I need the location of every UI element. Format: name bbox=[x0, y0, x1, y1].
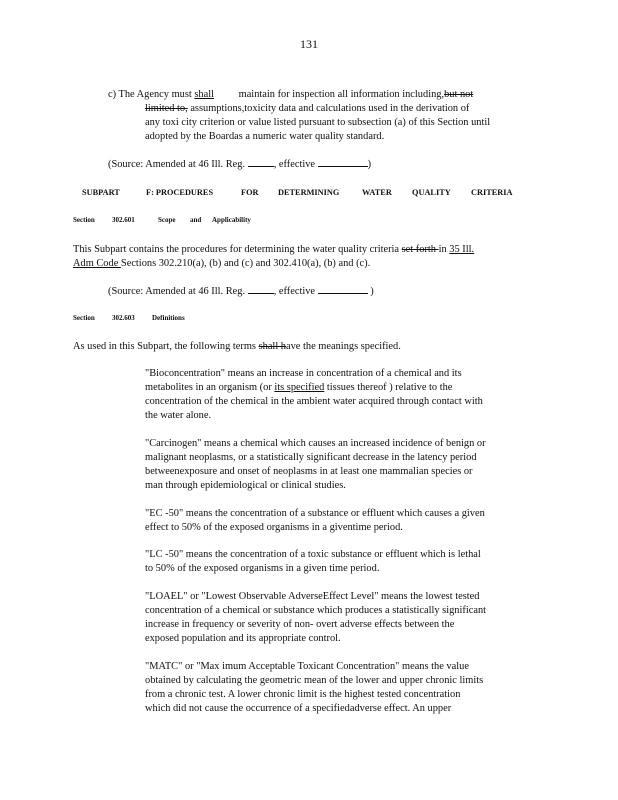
para-c-line-3: any toxi city criterion or value listed pursuant to subsection (a) of this Section until bbox=[145, 117, 491, 128]
struck-text: but not bbox=[444, 89, 474, 100]
para-c-line-4: adopted by the Boardas a numeric water quality standard. bbox=[145, 131, 385, 142]
def-loael-line: increase in frequency or severity of non- overt adverse effects between the bbox=[145, 619, 455, 630]
def-matc-line: obtained by calculating the geometric mean of the lower and upper chronic limits bbox=[145, 675, 484, 686]
struck-text: limited to, bbox=[145, 103, 188, 114]
struck-text: shall h bbox=[258, 341, 286, 352]
definitions-intro: As used in this Subpart, the following terms shall have the meanings specified. bbox=[73, 341, 401, 352]
def-ec50-line: effect to 50% of the exposed organisms in a giventime period. bbox=[145, 522, 403, 533]
section-heading-word: Definitions bbox=[152, 314, 185, 322]
def-matc-line: "MATC" or "Max imum Acceptable Toxicant Concentration" means the value bbox=[145, 661, 469, 672]
inserted-text: 35 Ill. bbox=[449, 244, 475, 255]
subpart-heading-word: DETERMINING bbox=[278, 188, 340, 197]
section-heading-word: Applicability bbox=[212, 216, 251, 224]
para-c-line-2: limited to, assumptions,toxicity data and calculations used in the derivation of bbox=[145, 103, 470, 114]
subpart-heading-word: CRITERIA bbox=[471, 188, 513, 197]
section-heading-word: Section bbox=[73, 314, 95, 322]
struck-text: set forth bbox=[401, 244, 439, 255]
def-loael-line: "LOAEL" or "Lowest Observable AdverseEffect Level" means the lowest tested bbox=[145, 591, 480, 602]
subpart-heading-word: SUBPART bbox=[82, 188, 120, 197]
def-ec50-line: "EC -50" means the concentration of a substance or effluent which causes a given bbox=[145, 508, 485, 519]
source-note-1: (Source: Amended at 46 Ill. Reg. , effective ) bbox=[108, 159, 372, 170]
def-carcinogen-line: man through epidemiological or clinical studies. bbox=[145, 480, 346, 491]
blank-line bbox=[248, 157, 274, 167]
def-bioconcentration-line: the water alone. bbox=[145, 410, 212, 421]
def-bioconcentration-line: concentration of the chemical in the ambient water acquired through contact with bbox=[145, 396, 483, 407]
def-matc-line: which did not cause the occurrence of a specifiedadverse effect. An upper bbox=[145, 703, 452, 714]
def-carcinogen-line: malignant neoplasms, or a statistically significant decrease in the latency period bbox=[145, 452, 477, 463]
blank-line bbox=[248, 284, 274, 294]
section-number: 302.601 bbox=[112, 216, 135, 224]
section-heading-word: and bbox=[190, 216, 202, 224]
def-carcinogen-line: "Carcinogen" means a chemical which causes an increased incidence of benign or bbox=[145, 438, 486, 449]
para-c-line-1: c) The Agency must shall maintain for inspection all information including,but not bbox=[108, 89, 474, 100]
def-bioconcentration-line: metabolites in an organism (or its specified tissues thereof ) relative to the bbox=[145, 382, 453, 393]
subpart-heading-word: QUALITY bbox=[412, 188, 451, 197]
source-note-2: (Source: Amended at 46 Ill. Reg. , effective ) bbox=[108, 286, 374, 297]
section-heading-word: Scope bbox=[158, 216, 176, 224]
inserted-text: its specified bbox=[274, 382, 325, 393]
def-lc50-line: "LC -50" means the concentration of a toxic substance or effluent which is lethal bbox=[145, 549, 481, 560]
def-loael-line: concentration of a chemical or substance which produces a statistically significant bbox=[145, 605, 487, 616]
def-matc-line: from a chronic test. A lower chronic limit is the highest tested concentration bbox=[145, 689, 461, 700]
section-number: 302.603 bbox=[112, 314, 135, 322]
inserted-text: Adm Code bbox=[73, 258, 121, 269]
def-loael-line: exposed population and its appropriate control. bbox=[145, 633, 341, 644]
def-carcinogen-line: betweenexposure and onset of neoplasms in at least one mammalian species or bbox=[145, 466, 473, 477]
page-number: 131 bbox=[300, 37, 318, 51]
para-601-line-2: Adm Code Sections 302.210(a), (b) and (c) and 302.410(a), (b) and (c). bbox=[73, 258, 371, 269]
section-heading-word: Section bbox=[73, 216, 95, 224]
para-601-line-1: This Subpart contains the procedures for determining the water quality criteria set forth in 35 Ill. bbox=[73, 244, 475, 255]
subpart-heading-word: FOR bbox=[241, 188, 259, 197]
blank-line bbox=[318, 284, 368, 294]
def-bioconcentration-line: "Bioconcentration" means an increase in concentration of a chemical and its bbox=[145, 368, 462, 379]
subpart-heading-word: F: PROCEDURES bbox=[146, 188, 214, 197]
blank-line bbox=[318, 157, 368, 167]
subpart-heading-word: WATER bbox=[362, 188, 392, 197]
inserted-text: shall bbox=[194, 89, 215, 100]
def-lc50-line: to 50% of the exposed organisms in a given time period. bbox=[145, 563, 380, 574]
